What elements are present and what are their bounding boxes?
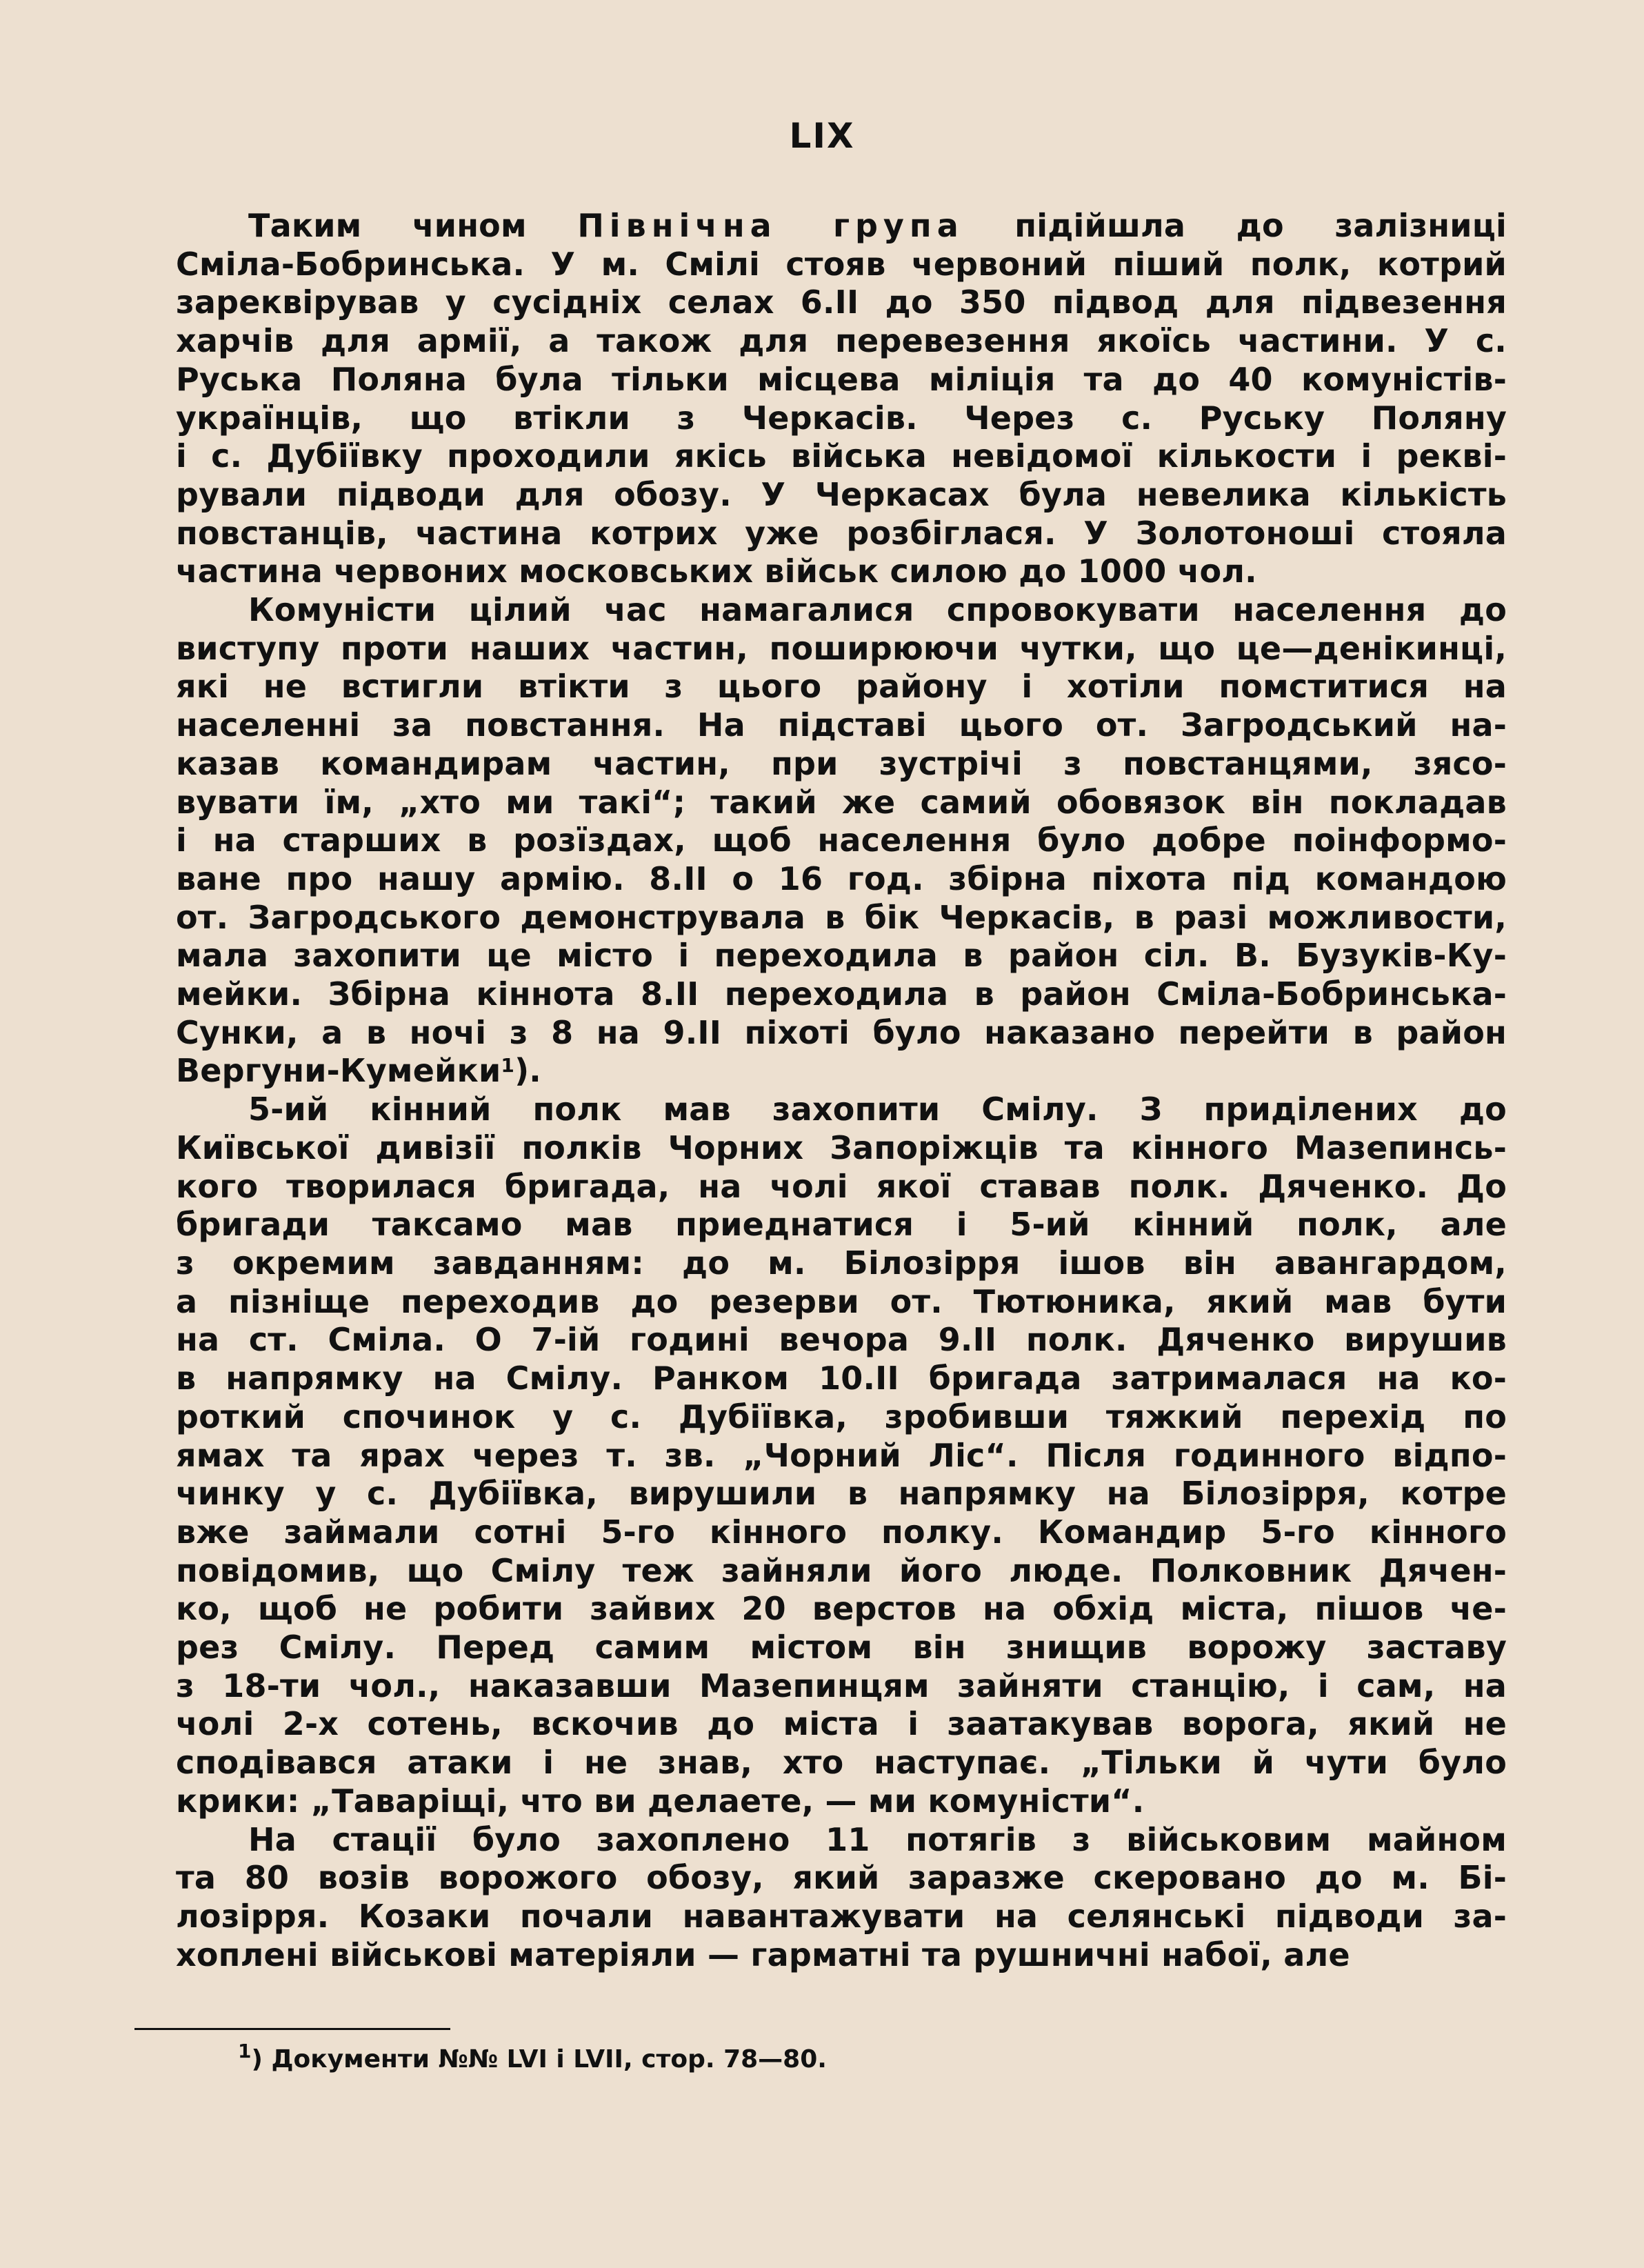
text-line: [176, 1475, 1507, 1513]
text-line: [176, 745, 1507, 784]
text-line: [176, 1283, 1507, 1322]
text-line: [176, 1552, 1507, 1591]
text-segment: крики: „Таваріщі, что ви делаете, — ми комуністи“.: [176, 1782, 1145, 1820]
text-segment: повідомив, що Смілу теж зайняли його люде. Полковник Дячен-: [176, 1551, 1507, 1589]
text-segment: роткий спочинок у с. Дубіївка, зробивши тяжкий перехід по: [176, 1397, 1507, 1435]
text-line: [176, 1782, 1507, 1821]
text-line: [176, 975, 1507, 1014]
text-line: [176, 1705, 1507, 1744]
text-segment: виступу проти наших частин, поширюючи чутки, що це—денікинці,: [176, 629, 1507, 667]
text-segment: вувати їм, „хто ми такі“; такий же самий обовязок він покладав: [176, 783, 1507, 821]
text-segment: сподівався атаки і не знав, хто наступає. „Тільки й чути було: [176, 1744, 1507, 1782]
text-segment: харчів для армії, а також для перевезення якоїсь частини. У с.: [176, 322, 1507, 360]
text-line: [176, 1244, 1507, 1283]
text-segment: які не встигли втікти з цього району і хотіли помститися на: [176, 668, 1507, 706]
text-line: [176, 899, 1507, 937]
text-line: [176, 1360, 1507, 1398]
text-segment: і на старших в розїздах, щоб населення було добре поінформо-: [176, 822, 1507, 859]
text-segment: казав командирам частин, при зустрічі з повстанцями, зясо-: [176, 744, 1507, 782]
text-segment: На стації було захоплено 11 потягів з військовим майном: [248, 1820, 1507, 1858]
text-segment: населенні за повстання. На підставі цього от. Загродський на-: [176, 706, 1507, 744]
footnote-text: ) Документи №№ LVI і LVII, стор. 78—80.: [251, 2045, 827, 2073]
text-line: [176, 476, 1507, 515]
text-segment: ямах та ярах через т. зв. „Чорний Ліс“. Після годинного відпо-: [176, 1436, 1507, 1474]
text-segment: підійшла до залізниці: [963, 207, 1507, 244]
text-segment: Сунки, а в ночі з 8 на 9.II піхоті було наказано перейти в район: [176, 1013, 1507, 1051]
text-line: [176, 1014, 1507, 1053]
text-line: [176, 399, 1507, 438]
text-segment: мейки. Збірна кіннота 8.II переходила в район Сміла-Бобринська-: [176, 975, 1507, 1013]
paragraph: [176, 1091, 1507, 1820]
text-segment: та 80 возів ворожого обозу, який заразже скеровано до м. Бі-: [176, 1859, 1507, 1897]
text-line: [176, 1052, 1507, 1091]
paragraph: [176, 591, 1507, 1091]
text-segment: 5-ий кінний полк мав захопити Смілу. З приділених до: [248, 1091, 1507, 1128]
text-segment: рували підводи для обозу. У Черкасах була невелика кількість: [176, 475, 1507, 513]
footnote-marker: 1: [238, 2040, 252, 2062]
paragraph: [176, 1821, 1507, 1975]
paragraph: [176, 207, 1507, 591]
text-line: [176, 1398, 1507, 1437]
text-line: [176, 1321, 1507, 1360]
main-text: [176, 207, 1507, 1974]
text-line: [176, 1936, 1507, 1975]
text-segment: Руська Поляна була тільки місцева міліція та до 40 комуністів-: [176, 360, 1507, 398]
text-line: [176, 1821, 1507, 1860]
text-segment: українців, що втікли з Черкасів. Через с. Руську Поляну: [176, 399, 1507, 437]
text-segment: в напрямку на Смілу. Ранком 10.II бригада затрималася на ко-: [176, 1360, 1507, 1397]
text-segment: з окремим завданням: до м. Білозірря ішов він авангардом,: [176, 1244, 1507, 1282]
footnote-reference: 1: [501, 1054, 515, 1077]
text-line: [176, 1129, 1507, 1168]
text-segment: на ст. Сміла. О 7-ій годині вечора 9.II полк. Дяченко вирушив: [176, 1321, 1507, 1359]
text-line: [176, 860, 1507, 899]
text-segment: ко, щоб не робити зайвих 20 верстов на обхід міста, пішов че-: [176, 1590, 1507, 1628]
text-segment: мала захопити це місто і переходила в район сіл. В. Бузуків-Ку-: [176, 937, 1507, 975]
text-line: [176, 1898, 1507, 1936]
text-segment: повстанців, частина котрих уже розбіглася. У Золотоноші стояла: [176, 514, 1507, 552]
text-line: [176, 553, 1507, 591]
text-segment: бригади таксамо мав приеднатися і 5-ий кінний полк, але: [176, 1206, 1507, 1244]
text-segment: а пізніще переходив до резерви от. Тютюника, який мав бути: [176, 1282, 1507, 1320]
text-segment: лозірря. Козаки почали навантажувати на селянські підводи за-: [176, 1897, 1507, 1935]
text-line: [176, 630, 1507, 668]
text-segment: кого творилася бригада, на чолі якої ставав полк. Дяченко. До: [176, 1167, 1507, 1205]
page-number: LIX: [789, 116, 855, 156]
text-line: [176, 1206, 1507, 1244]
text-line: [176, 1859, 1507, 1898]
text-line: [176, 668, 1507, 706]
text-line: [176, 361, 1507, 399]
text-segment: з 18-ти чол., наказавши Мазепинцям зайняти станцію, і сам, на: [176, 1667, 1507, 1704]
text-line: [176, 1168, 1507, 1206]
text-segment: чинку у с. Дубіївка, вирушили в напрямку на Білозірря, котре: [176, 1475, 1507, 1513]
text-segment: Київської дивізії полків Чорних Запоріжців та кінного Мазепинсь-: [176, 1128, 1507, 1166]
text-line: [176, 822, 1507, 860]
footnote: [238, 2040, 827, 2073]
text-line: [176, 784, 1507, 822]
text-line: [176, 937, 1507, 975]
text-segment: рез Смілу. Перед самим містом він знищив ворожу заставу: [176, 1629, 1507, 1667]
text-segment: от. Загродського демонструвала в бік Черкасів, в разі можливости,: [176, 898, 1507, 936]
text-segment: вже займали сотні 5-го кінного полку. Командир 5-го кінного: [176, 1513, 1507, 1551]
text-line: [176, 1513, 1507, 1552]
text-line: [176, 706, 1507, 745]
text-line: [176, 437, 1507, 476]
text-line: [176, 207, 1507, 246]
text-line: [176, 1437, 1507, 1475]
text-line: [176, 1629, 1507, 1667]
text-segment: частина червоних московських військ силою до 1000 чол.: [176, 553, 1257, 590]
text-line: [176, 591, 1507, 630]
text-segment: зареквірував у сусідніх селах 6.II до 350 підвод для підвезення: [176, 284, 1507, 321]
text-line: [176, 322, 1507, 361]
text-segment: ).: [514, 1052, 541, 1090]
text-segment: Таким чином: [248, 207, 578, 244]
text-segment: Сміла-Бобринська. У м. Смілі стояв червоний піший полк, котрий: [176, 245, 1507, 283]
text-segment: хоплені військові матеріяли — гарматні та рушничні набої, але: [176, 1936, 1350, 1973]
text-line: [176, 1667, 1507, 1706]
text-line: [176, 1744, 1507, 1782]
text-segment: чолі 2-х сотень, вскочив до міста і заатакував ворога, який не: [176, 1705, 1507, 1743]
text-segment: Вергуни-Кумейки: [176, 1052, 501, 1090]
text-line: [176, 515, 1507, 553]
text-line: [176, 246, 1507, 284]
text-segment: ване про нашу армію. 8.II о 16 год. збірна піхота під командою: [176, 859, 1507, 897]
text-line: [176, 1091, 1507, 1129]
text-segment: Комуністи цілий час намагалися спровокувати населення до: [248, 591, 1507, 629]
spaced-emphasis: Північна група: [577, 207, 964, 244]
footnote-divider: [134, 2028, 450, 2030]
text-line: [176, 284, 1507, 322]
text-segment: і с. Дубіївку проходили якісь війська невідомої кількости і рекві-: [176, 437, 1507, 475]
text-line: [176, 1590, 1507, 1629]
